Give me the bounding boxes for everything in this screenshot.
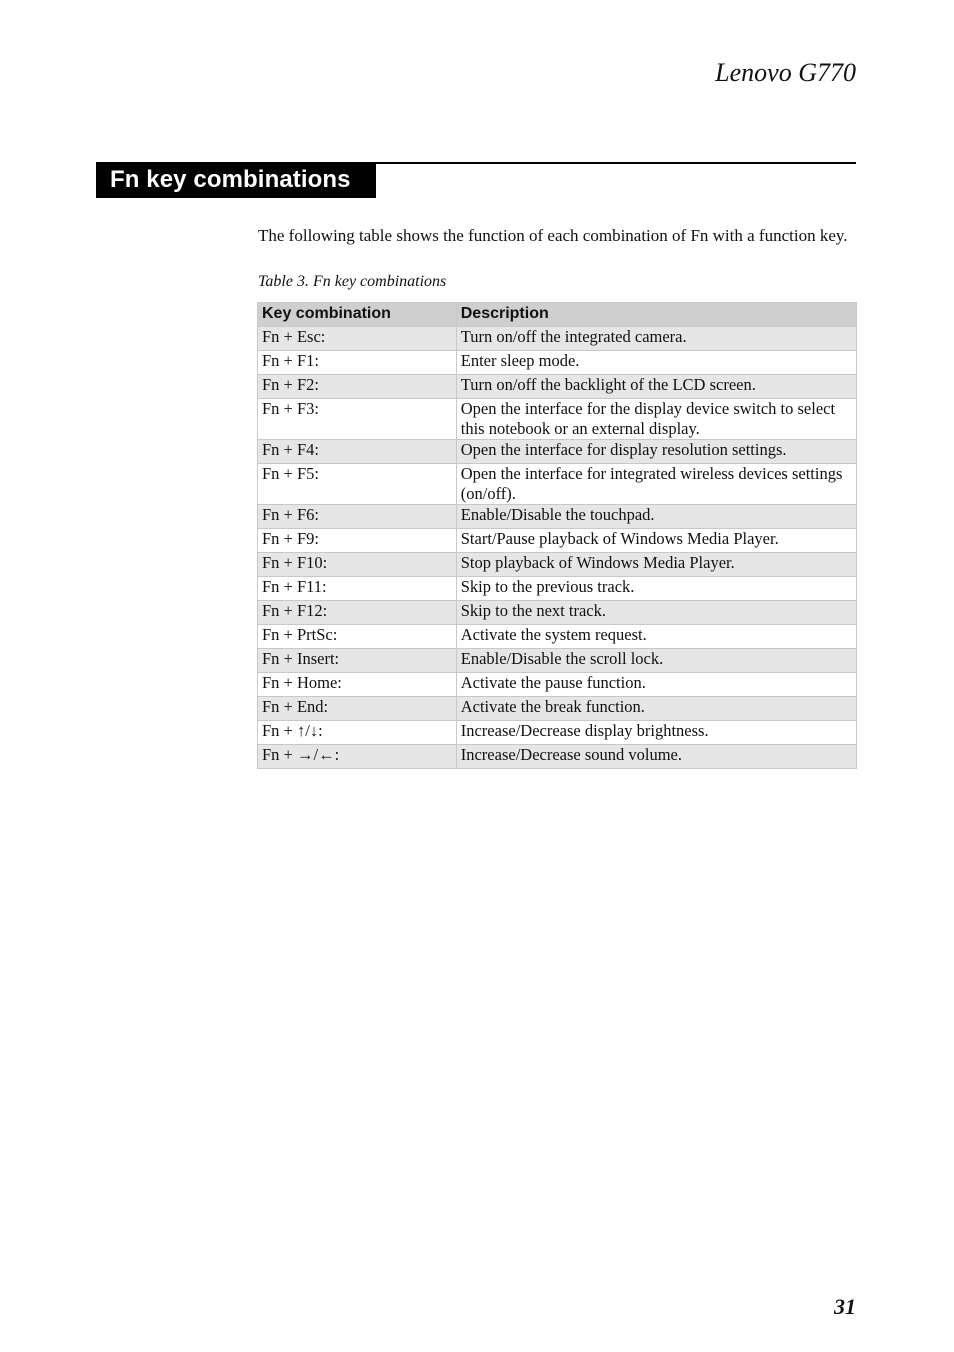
table-row — [258, 464, 857, 505]
description-cell: Enter sleep mode. — [456, 351, 856, 375]
section-title: Fn key combinations — [110, 166, 351, 193]
fn-key-table — [257, 302, 857, 769]
table-row — [258, 327, 857, 351]
key-cell: Fn + F10: — [258, 553, 457, 577]
key-cell: Fn + F6: — [258, 505, 457, 529]
key-cell: Fn + Insert: — [258, 649, 457, 673]
description-cell: Open the interface for display resolution settings. — [456, 440, 856, 464]
key-cell: Fn + ↑/↓: — [258, 721, 457, 745]
table-row — [258, 375, 857, 399]
key-cell: Fn + F12: — [258, 601, 457, 625]
table-row — [258, 625, 857, 649]
column-header-key: Key combination — [258, 303, 457, 327]
table-row — [258, 440, 857, 464]
table-row — [258, 577, 857, 601]
description-cell: Activate the system request. — [456, 625, 856, 649]
key-cell: Fn + F11: — [258, 577, 457, 601]
section-title-box — [96, 162, 376, 198]
table-row — [258, 697, 857, 721]
table-header-row — [258, 303, 857, 327]
table-row — [258, 553, 857, 577]
key-cell: Fn + F3: — [258, 399, 457, 440]
description-cell: Activate the break function. — [456, 697, 856, 721]
key-cell: Fn + F1: — [258, 351, 457, 375]
table-row — [258, 745, 857, 769]
description-cell: Enable/Disable the touchpad. — [456, 505, 856, 529]
description-cell: Open the interface for the display device switch to select this notebook or an external display. — [456, 399, 856, 440]
key-cell: Fn + F9: — [258, 529, 457, 553]
key-cell: Fn + F2: — [258, 375, 457, 399]
table-row — [258, 529, 857, 553]
table-row — [258, 721, 857, 745]
description-cell: Stop playback of Windows Media Player. — [456, 553, 856, 577]
table-row — [258, 399, 857, 440]
description-cell: Skip to the previous track. — [456, 577, 856, 601]
column-header-description: Description — [456, 303, 856, 327]
running-header: Lenovo G770 — [715, 58, 856, 87]
table-row — [258, 673, 857, 697]
description-cell: Increase/Decrease sound volume. — [456, 745, 856, 769]
description-cell: Activate the pause function. — [456, 673, 856, 697]
key-cell: Fn + →/←: — [258, 745, 457, 769]
description-cell: Increase/Decrease display brightness. — [456, 721, 856, 745]
table-row — [258, 649, 857, 673]
description-cell: Turn on/off the backlight of the LCD screen. — [456, 375, 856, 399]
key-cell: Fn + F5: — [258, 464, 457, 505]
key-cell: Fn + Home: — [258, 673, 457, 697]
key-cell: Fn + End: — [258, 697, 457, 721]
table-row — [258, 505, 857, 529]
key-cell: Fn + Esc: — [258, 327, 457, 351]
intro-paragraph: The following table shows the function of each combination of Fn with a function key. — [258, 226, 848, 245]
description-cell: Open the interface for integrated wireless devices settings (on/off). — [456, 464, 856, 505]
table-row — [258, 351, 857, 375]
table-caption: Table 3. Fn key combinations — [258, 273, 447, 290]
key-cell: Fn + F4: — [258, 440, 457, 464]
key-cell: Fn + PrtSc: — [258, 625, 457, 649]
description-cell: Start/Pause playback of Windows Media Player. — [456, 529, 856, 553]
table-row — [258, 601, 857, 625]
description-cell: Enable/Disable the scroll lock. — [456, 649, 856, 673]
description-cell: Turn on/off the integrated camera. — [456, 327, 856, 351]
description-cell: Skip to the next track. — [456, 601, 856, 625]
page-number: 31 — [834, 1294, 856, 1319]
